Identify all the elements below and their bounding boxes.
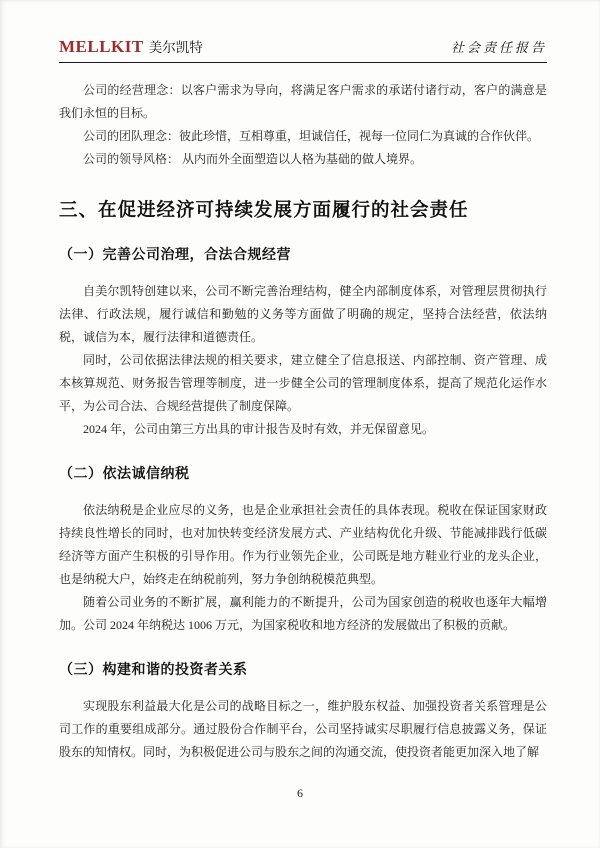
philosophy-team-text: 彼此珍惜，互相尊重，坦诚信任，视每一位同仁为真诚的合作伙伴。 — [179, 129, 540, 143]
section-body-2 — [59, 499, 547, 637]
philosophy-team — [59, 125, 547, 148]
chapter-title: 三、在促进经济可持续发展方面履行的社会责任 — [59, 199, 469, 220]
philosophy-leadership-label: 公司的领导风格： — [83, 152, 180, 166]
philosophy-business — [59, 79, 547, 125]
philosophy-team-label: 公司的团队理念： — [83, 129, 180, 143]
philosophy-business-text: 以客户需求为导向，将满足客户需求的承诺付诸行动，客户的满意是我们永恒的目标。 — [59, 83, 547, 120]
paragraph: 随着公司业务的不断扩展，赢利能力的不断提升，公司为国家创造的税收也逐年大幅增加。公司 2024 年纳税达 1006 万元，为国家税收和地方经济的发展做出了积极的贡献。 — [59, 595, 547, 632]
company-philosophy-block — [59, 79, 547, 171]
section-body-3 — [59, 695, 547, 764]
paragraph: 自美尔凯特创建以来，公司不断完善治理结构，健全内部制度体系，对管理层贯彻执行法律、行政法规，履行诚信和勤勉的义务等方面做了明确的规定，坚持合法经营，依法纳税，诚信为本，履行法律和道德责任。 — [59, 284, 547, 344]
section-investor-relations — [59, 659, 547, 764]
section-body-1 — [59, 280, 547, 441]
section-corporate-governance — [59, 244, 547, 441]
paragraph: 2024 年，公司由第三方出具的审计报告及时有效，并无保留意见。 — [83, 422, 435, 436]
paragraph: 同时，公司依据法律法规的相关要求，建立健全了信息报送、内部控制、资产管理、成本核算规范、财务报告管理等制度，进一步健全公司的管理制度体系，提高了规范化运作水平，为公司合法、合规经营提供了制度保障。 — [59, 353, 547, 413]
paragraph: 依法纳税是企业应尽的义务，也是企业承担社会责任的具体表现。税收在保证国家财政持续良性增长的同时，也对加快转变经济发展方式、产业结构优化升级、节能减排践行低碳经济等方面产生积极的引导作用。作为行业领先企业，公司既是地方鞋业行业的龙头企业，也是纳税大户，始终走在纳税前列，努力争创纳税模范典型。 — [59, 503, 547, 586]
philosophy-business-label: 公司的经营理念： — [83, 83, 181, 97]
company-logo — [59, 36, 203, 57]
philosophy-leadership-text: 从内而外全面塑造以人格为基础的做人境界。 — [179, 152, 423, 166]
page-content — [59, 0, 547, 764]
section-heading-1: （一）完善公司治理，合法合规经营 — [59, 246, 291, 262]
page-header — [59, 0, 547, 63]
section-heading-2: （二）依法诚信纳税 — [59, 465, 190, 481]
section-tax-compliance — [59, 463, 547, 637]
philosophy-leadership — [59, 148, 547, 171]
section-heading-3: （三）构建和谐的投资者关系 — [59, 661, 248, 677]
report-title: 社会责任报告 — [450, 40, 547, 55]
logo-text-en: MELLKIT — [59, 37, 144, 56]
logo-text-cn: 美尔凯特 — [148, 40, 203, 55]
paragraph: 实现股东利益最大化是公司的战略目标之一，维护股东权益、加强投资者关系管理是公司工作的重要组成部分。通过股份合作制平台，公司坚持诚实尽职履行信息披露义务，保证股东的知情权。同时，为积极促进公司与股东之间的沟通交流，使投资者能更加深入地了解 — [59, 699, 547, 759]
page-number: 6 — [297, 786, 303, 800]
